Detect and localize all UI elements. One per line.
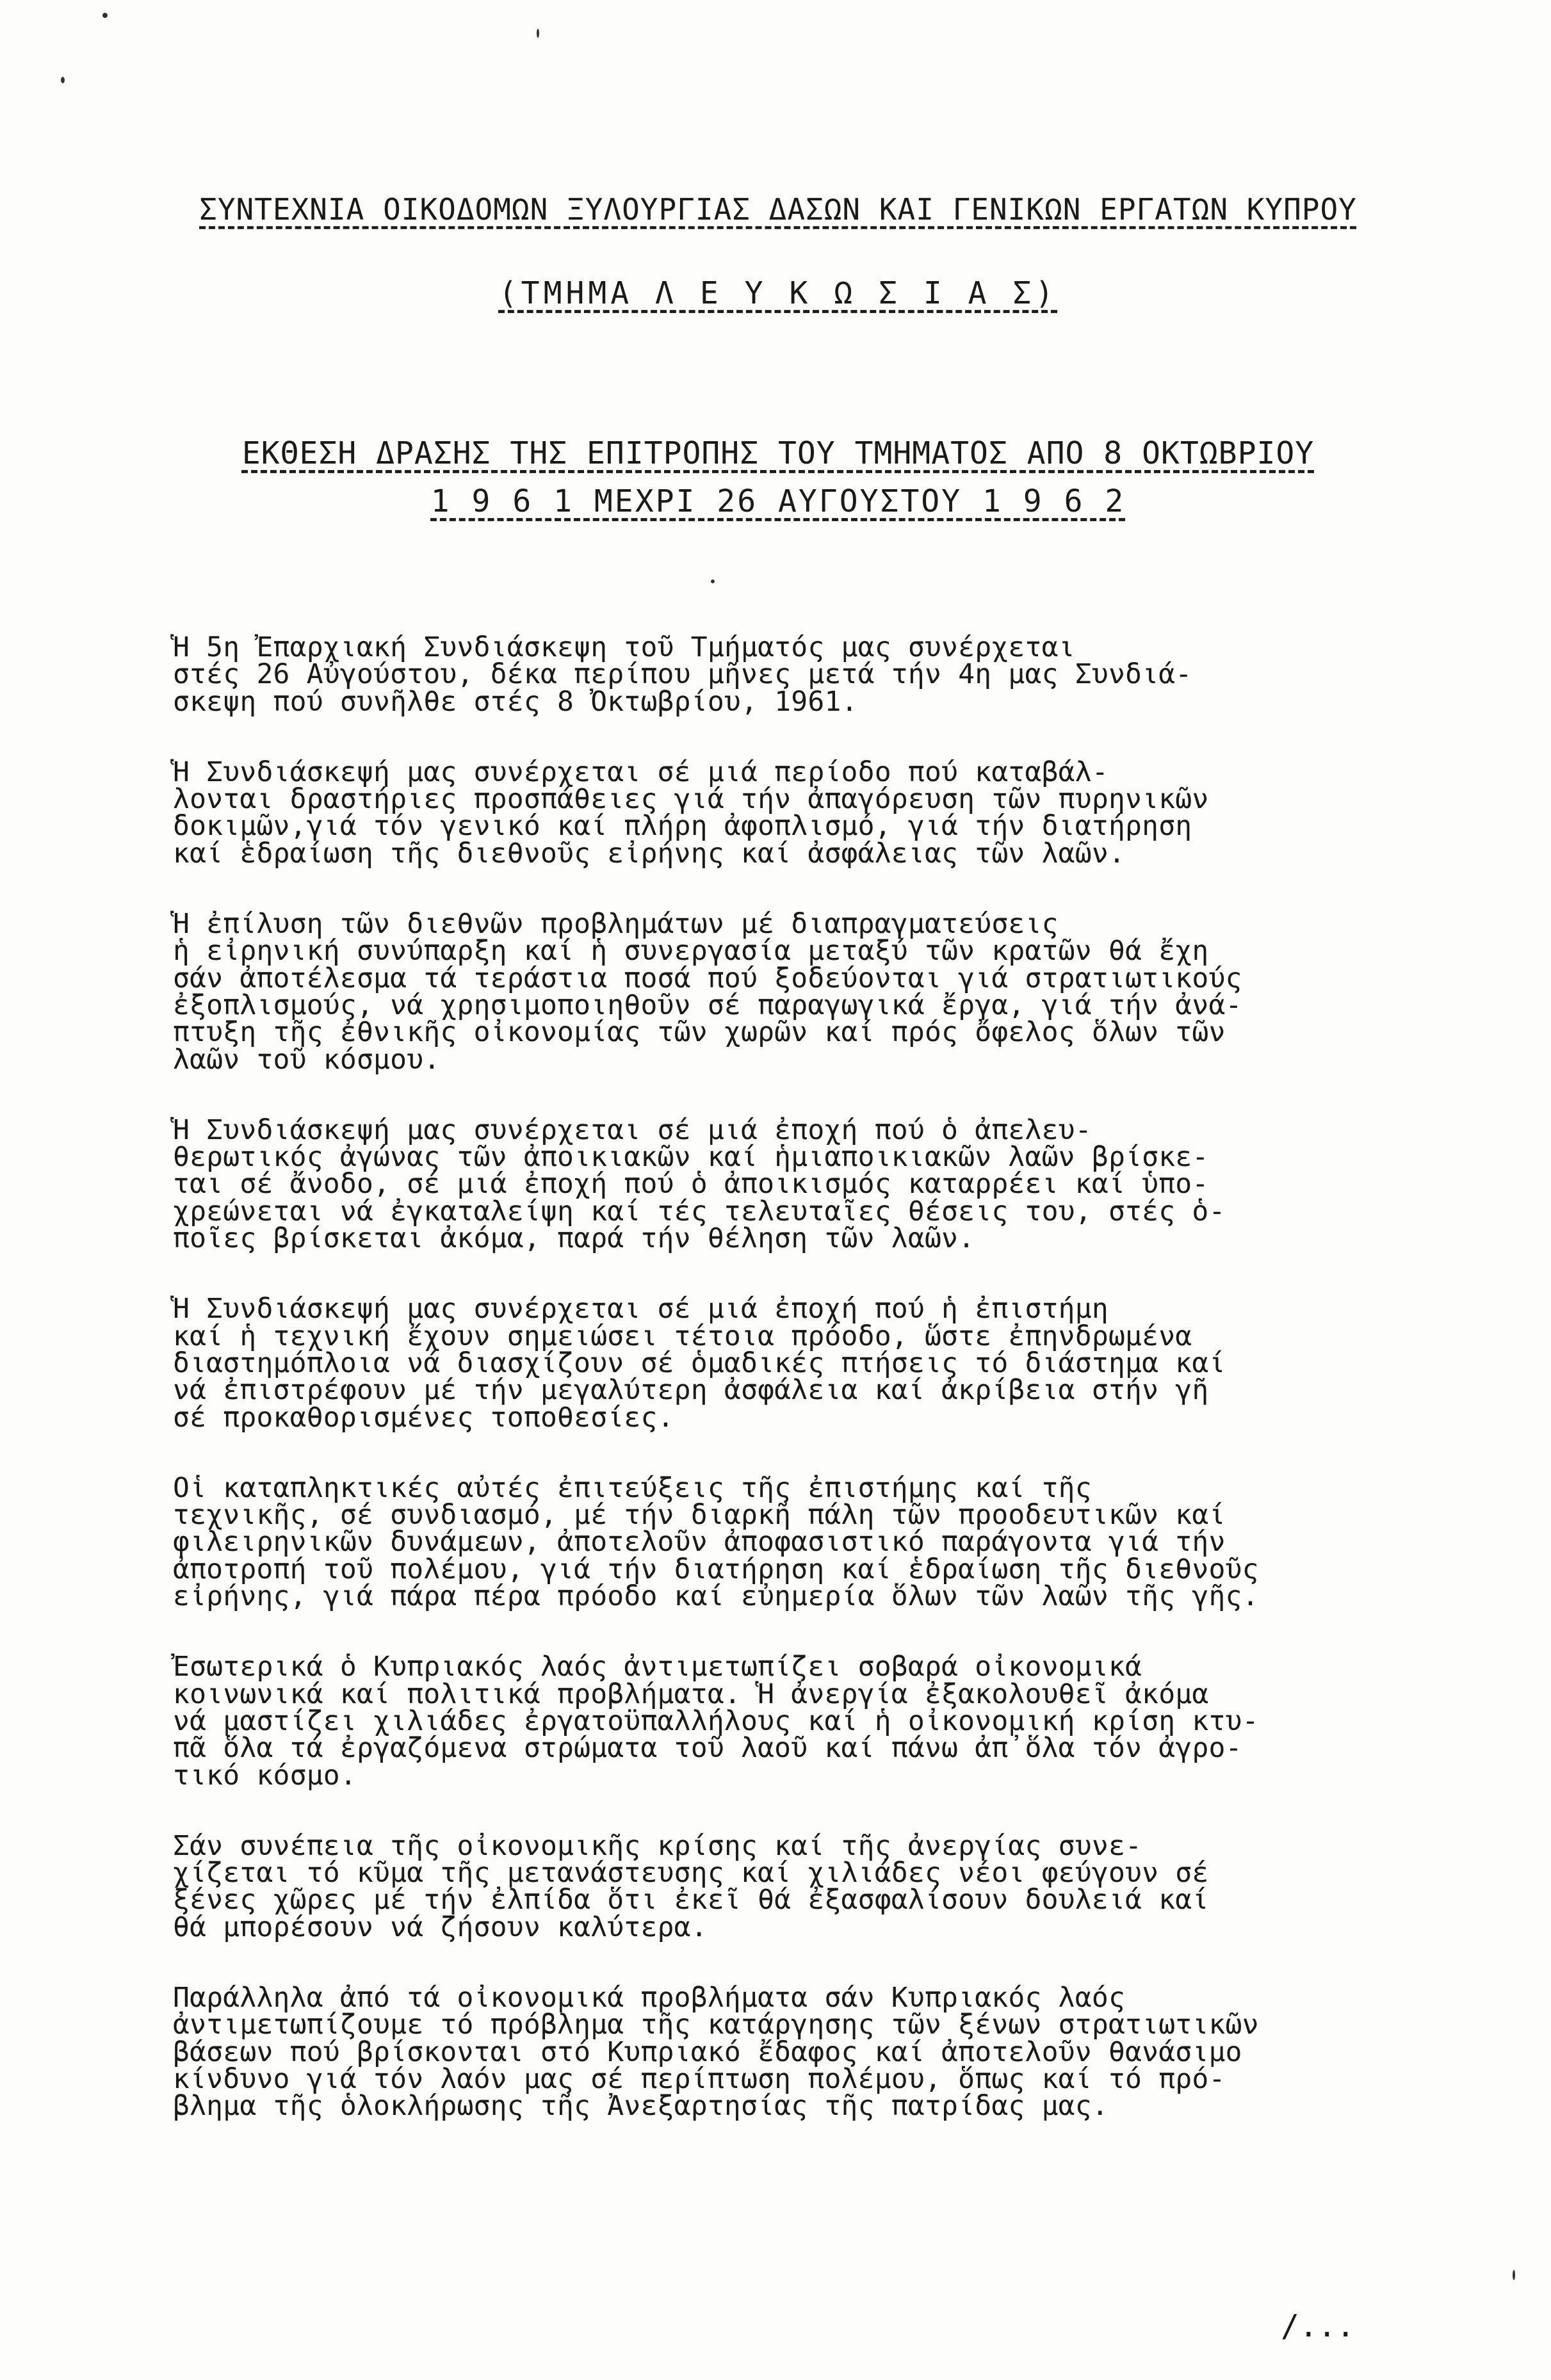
scan-speck bbox=[61, 77, 65, 83]
scan-speck bbox=[711, 579, 715, 583]
paragraph-science-progress: Ἡ Συνδιάσκεψή μας συνέρχεται σέ μιά ἐποχή πού ἡ ἐπιστήμη καί ἡ τεχνική ἔχουν σημειώσει τέτοια πρόοδο, ὥστε ἐπηνδρωμένα διαστημόπλοια νά διασχίζουν σέ ὁμαδικές πτήσεις τό διάστημα καί νά ἐπιστρέφουν μέ τήν μεγαλύτερη ἀσφάλεια καί ἀκρίβεια στήν γῆ σέ προκαθορισμένες τοποθεσίες. bbox=[173, 1293, 1226, 1434]
paragraph-foreign-bases: Παράλληλα ἀπό τά οἰκονομικά προβλήματα σάν Κυπριακός λαός ἀντιμετωπίζουμε τό πρόβλημα τῆς κατάργησης τῶν ξένων στρατιωτικῶν βάσεων πού βρίσκονται στό Κυπριακό ἔδαφος καί ἀποτελοῦν θανάσιμο κίνδυνο γιά τόν λαόν μας σέ περίπτωση πολέμου, ὅπως καί τό πρό- βλημα τῆς ὁλοκλήρωσης τῆς Ἀνεξαρτησίας τῆς πατρίδας μας. bbox=[173, 1981, 1259, 2123]
branch-title: (ΤΜΗΜΑ Λ Ε Υ Κ Ω Σ Ι Α Σ) bbox=[498, 275, 1058, 311]
organization-title: ΣΥΝΤΕΧΝΙΑ ΟΙΚΟΔΟΜΩΝ ΞΥΛΟΥΡΓΙΑΣ ΔΑΣΩΝ ΚΑΙ ΓΕΝΙΚΩΝ ΕΡΓΑΤΩΝ ΚΥΠΡΟΥ bbox=[199, 192, 1357, 227]
scan-speck bbox=[102, 13, 108, 18]
paragraph-peaceful-coexistence: Ἡ ἐπίλυση τῶν διεθνῶν προβλημάτων μέ διαπραγματεύσεις ἡ εἰρηνική συνύπαρξη καί ἡ συνεργασία μεταξύ τῶν κρατῶν θά ἔχη σάν ἀποτέλεσμα τά τεράστια ποσά πού ξοδεύονται γιά στρατιωτικούς ἐξοπλισμούς, νά χρησιμοποιηθοῦν σέ παραγωγικά ἔργα, γιά τήν ἀνά- πτυξη τῆς ἐθνικῆς οἰκονομίας τῶν χωρῶν καί πρός ὄφελος ὅλων τῶν λαῶν τοῦ κόσμου. bbox=[173, 908, 1242, 1076]
continuation-mark: /... bbox=[1281, 2308, 1355, 2344]
paragraph-liberation-struggle: Ἡ Συνδιάσκεψή μας συνέρχεται σέ μιά ἐποχή πού ὁ ἀπελευ- θερωτικός ἀγώνας τῶν ἀποικιακῶν καί ἡμιαποικιακῶν λαῶν βρίσκε- ται σέ ἄνοδο, σέ μιά ἐποχή πού ὁ ἀποικισμός καταρρέει καί ὑπο- χρεώνεται νά ἐγκαταλείψη καί τές τελευταῖες θέσεις του, στές ὁ- ποῖες βρίσκεται ἀκόμα, παρά τήν θέληση τῶν λαῶν. bbox=[173, 1113, 1226, 1255]
report-body bbox=[173, 631, 1415, 2142]
scan-speck bbox=[537, 29, 539, 38]
paragraph-conference-intro: Ἡ 5η Ἐπαρχιακή Συνδιάσκεψη τοῦ Τμήματός μας συνέρχεται στές 26 Αὐγούστου, δέκα περίπου μῆνες μετά τήν 4η μας Συνδιά- σκεψη πού συνῆλθε στές 8 Ὀκτωβρίου, 1961. bbox=[173, 631, 1192, 718]
report-title-line-1: ΕΚΘΕΣΗ ΔΡΑΣΗΣ ΤΗΣ ΕΠΙΤΡΟΠΗΣ ΤΟΥ ΤΜΗΜΑΤΟΣ ΑΠΟ 8 ΟΚΤΩΒΡΙΟΥ bbox=[241, 435, 1315, 471]
report-title-line-2: 1 9 6 1 ΜΕΧΡΙ 26 ΑΥΓΟΥΣΤΟΥ 1 9 6 2 bbox=[430, 483, 1126, 519]
paragraph-emigration: Σάν συνέπεια τῆς οἰκονομικῆς κρίσης καί τῆς ἀνεργίας συνε- χίζεται τό κῦμα τῆς μετανάστευσης καί χιλιάδες νέοι φεύγουν σέ ξένες χῶρες μέ τήν ἐλπίδα ὅτι ἐκεῖ θά ἐξασφαλίσουν δουλειά καί θά μπορέσουν νά ζήσουν καλύτερα. bbox=[173, 1829, 1209, 1943]
paragraph-domestic-problems: Ἐσωτερικά ὁ Κυπριακός λαός ἀντιμετωπίζει σοβαρά οἰκονομικά κοινωνικά καί πολιτικά προβλήματα. Ἡ ἀνεργία ἐξακολουθεῖ ἀκόμα νά μαστίζει χιλιάδες ἐργατοϋπαλλήλους καί ἡ οἰκονομική κρίση κτυ- πᾶ ὅλα τά ἐργαζόμενα στρώματα τοῦ λαοῦ καί πάνω ἀπ᾽ὅλα τόν ἀγρο- τικό κόσμο. bbox=[173, 1651, 1259, 1792]
paragraph-achievements-peace: Οἱ καταπληκτικές αὐτές ἐπιτεύξεις τῆς ἐπιστήμης καί τῆς τεχνικῆς, σέ συνδιασμό, μέ τήν διαρκῆ πάλη τῶν προοδευτικῶν καί φιλειρηνικῶν δυνάμεων, ἀποτελοῦν ἀποφασιστικό παράγοντα γιά τήν ἀποτροπή τοῦ πολέμου, γιά τήν διατήρηση καί ἑδραίωση τῆς διεθνοῦς εἰρήνης, γιά πάρα πέρα πρόοδο καί εὐημερία ὅλων τῶν λαῶν τῆς γῆς. bbox=[173, 1471, 1259, 1613]
scan-speck bbox=[1513, 2270, 1515, 2280]
paragraph-disarmament: Ἡ Συνδιάσκεψή μας συνέρχεται σέ μιά περίοδο πού καταβάλ- λονται δραστήριες προσπάθειες γιά τήν ἀπαγόρευση τῶν πυρηνικῶν δοκιμῶν,γιά τόν γενικό καί πλήρη ἀφοπλισμό, γιά τήν διατήρηση καί ἑδραίωση τῆς διεθνοῦς εἰρήνης καί ἀσφάλειας τῶν λαῶν. bbox=[173, 756, 1209, 870]
